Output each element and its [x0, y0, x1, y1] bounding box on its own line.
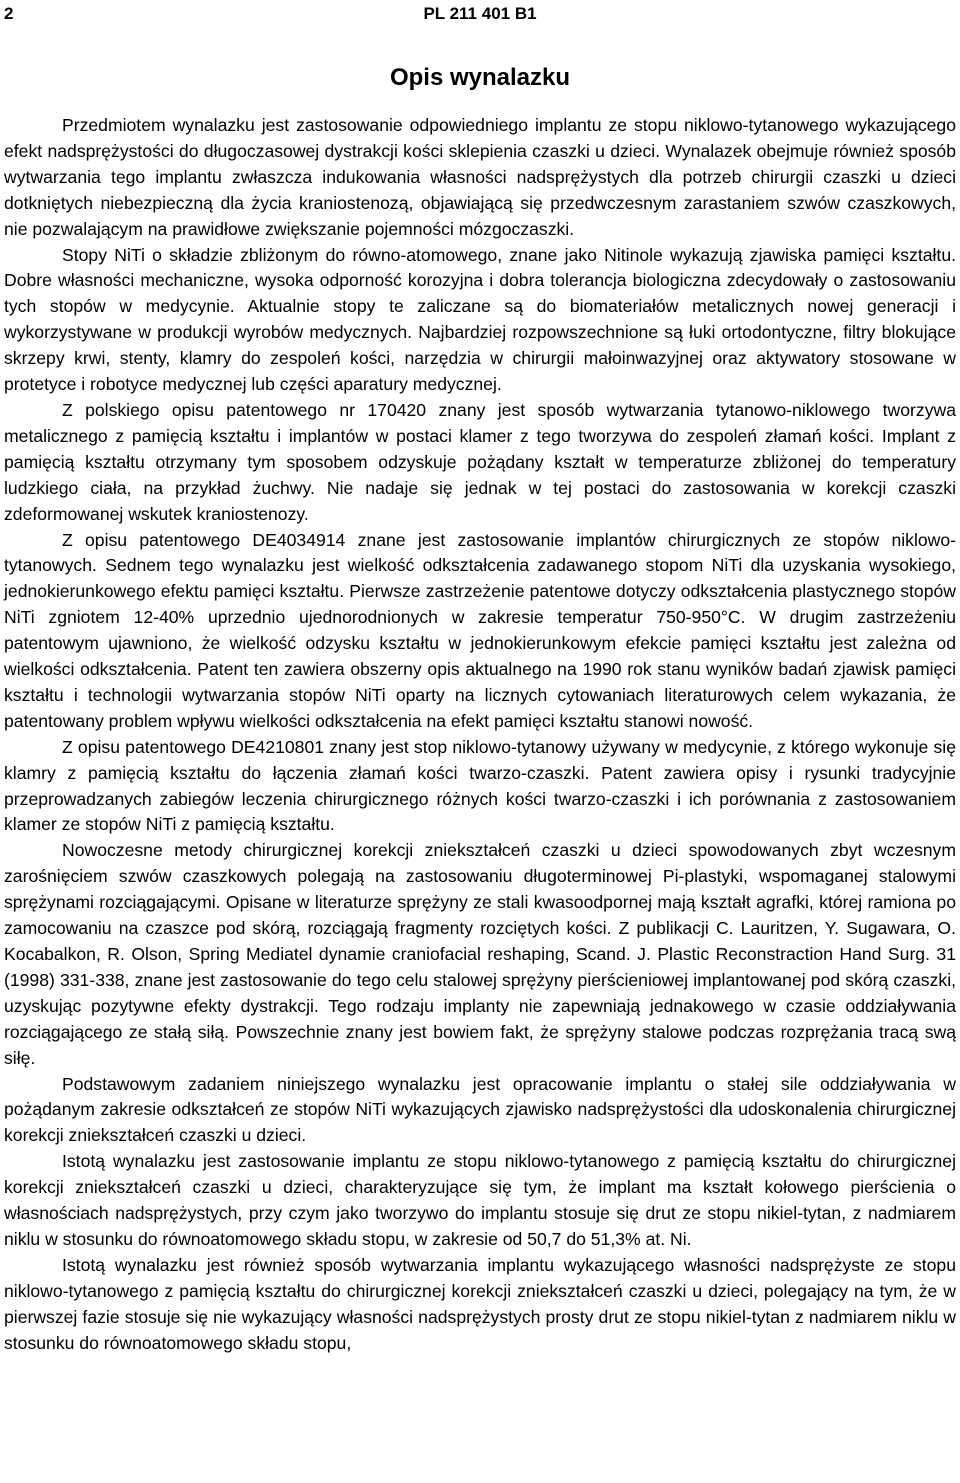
document-body — [4, 113, 956, 1357]
paragraph-main-task: Podstawowym zadaniem niniejszego wynalazku jest opracowanie implantu o stałej sile oddziaływania w pożądanym zakresie odkształceń ze stopów NiTi wykazujących zjawisko nadsprężystości dla udoskonalenia chirurgicznej korekcji zniekształceń czaszki u dzieci. — [4, 1073, 956, 1146]
document-title: Opis wynalazku — [389, 64, 571, 91]
paragraph-niti-alloys: Stopy NiTi o składzie zbliżonym do równo-atomowego, znane jako Nitinole wykazują zjawiska pamięci kształtu. Dobre własności mechaniczne, wysoka odporność korozyjna i dobra tolerancja biologiczna zdecydowały o zastosowaniu tych stopów w medycynie. Aktualnie stopy te zaliczane są do biomateriałów metalicznych nowej generacji i wykorzystywane w produkcji wyrobów medycznych. Najbardziej rozpowszechnione są łuki ortodontyczne, filtry blokujące skrzepy krwi, stenty, klamry do zespoleń kości, narzędzia w chirurgii małoinwazyjnej oraz aktywatory stosowane w protetyce i robotyce medycznej lub części aparatury medycznej. — [4, 244, 956, 395]
paragraph-de4210801: Z opisu patentowego DE4210801 znany jest stop niklowo-tytanowy używany w medycynie, z którego wykonuje się klamry z pamięcią kształtu do łączenia złamań kości twarzo-czaszki. Patent zawiera opisy i rysunki tradycyjnie przeprowadzanych zabiegów leczenia chirurgicznego różnych kości twarzo-czaszki i ich porównania z zastosowaniem klamer ze stopów NiTi z pamięcią kształtu. — [4, 736, 956, 835]
paragraph-subject: Przedmiotem wynalazku jest zastosowanie odpowiedniego implantu ze stopu niklowo-tytanowego wykazującego efekt nadsprężystości do długoczasowej dystrakcji kości sklepienia czaszki u dzieci. Wynalazek obejmuje również sposób wytwarzania tego implantu zwłaszcza indukowania własności nadsprężystych dla potrzeb chirurgii czaszki u dzieci dotkniętych niebezpieczną dla życia kraniostenozą, objawiającą się przedwczesnym zarastaniem szwów czaszkowych, nie pozwalającym na prawidłowe zwiększanie pojemności mózgoczaszki. — [4, 115, 956, 239]
patent-number: PL 211 401 B1 — [423, 4, 537, 23]
paragraph-modern-methods: Nowoczesne metody chirurgicznej korekcji zniekształceń czaszki u dzieci spowodowanych zbyt wczesnym zarośnięciem szwów czaszkowych polegają na zastosowaniu długoterminowej Pi-plastyki, wspomaganej stalowymi sprężynami rozciągającymi. Opisane w literaturze sprężyny ze stali kwasoodpornej mają kształt agrafki, której ramiona po zamocowaniu na czaszce pod skórą, rozciągają fragmenty rozciętych kości. Z publikacji C. Lauritzen, Y. Sugawara, O. Kocabalkon, R. Olson, Spring Mediatel dynamie craniofacial reshaping, Scand. J. Plastic Reconstraction Hand Surg. 31 (1998) 331-338, znane jest zastosowanie do tego celu stalowej sprężyny pierścieniowej implantowanej pod skórą czaszki, uzyskując pozytywne efekty dystrakcji. Tego rodzaju implanty nie zapewniają jednakowego w czasie oddziaływania rozciągającego ze stałą siłą. Powszechnie znany jest bowiem fakt, że sprężyny stalowe podczas rozprężania tracą swą siłę. — [4, 840, 956, 1068]
paragraph-de4034914: Z opisu patentowego DE4034914 znane jest zastosowanie implantów chirurgicznych ze stopów niklowo-tytanowych. Sednem tego wynalazku jest wielkość odkształcenia zadawanego stopom NiTi dla uzyskania wysokiego, jednokierunkowego efektu pamięci kształtu. Pierwsze zastrzeżenie patentowe dotyczy odkształcenia plastycznego stopów NiTi zgniotem 12-40% uprzednio ujednorodnionych w zakresie temperatur 750-950°C. W drugim zastrzeżeniu patentowym ujawniono, że wielkość odzysku kształtu w jednokierunkowym efekcie pamięci kształtu jest zależna od wielkości odkształcenia. Patent ten zawiera obszerny opis aktualnego na 1990 rok stanu wyników badań zjawisk pamięci kształtu i technologii wytwarzania stopów NiTi oparty na licznych cytowaniach literaturowych celem wykazania, że patentowany problem wpływu wielkości odkształcenia na efekt pamięci kształtu stanowi nowość. — [4, 529, 956, 731]
page-number: 2 — [4, 4, 14, 23]
paragraph-essence-use: Istotą wynalazku jest zastosowanie implantu ze stopu niklowo-tytanowego z pamięcią kształtu do chirurgicznej korekcji zniekształceń czaszki u dzieci, charakteryzujące się tym, że implant ma kształt kołowego pierścienia o własnościach nadsprężystych, przy czym jako tworzywo do implantu stosuje się drut ze stopu nikiel-tytan, z nadmiarem niklu w stosunku do równoatomowego składu stopu, w zakresie od 50,7 do 51,3% at. Ni. — [4, 1151, 956, 1249]
paragraph-essence-method: Istotą wynalazku jest również sposób wytwarzania implantu wykazującego własności nadsprężyste ze stopu niklowo-tytanowego z pamięcią kształtu do chirurgicznej korekcji zniekształceń czaszki u dzieci, polegający na tym, że w pierwszej fazie stosuje się nie wykazujący własności nadsprężystych prosty drut ze stopu nikiel-tytan z nadmiarem niklu w stosunku do równoatomowego składu stopu, — [4, 1254, 956, 1353]
paragraph-pl-patent: Z polskiego opisu patentowego nr 170420 znany jest sposób wytwarzania tytanowo-niklowego tworzywa metalicznego z pamięcią kształtu i implantów w postaci klamer z tego tworzywa do zespoleń złamań kości. Implant z pamięcią kształtu otrzymany tym sposobem odzyskuje pożądany kształt w temperaturze zbliżonej do temperatury ludzkiego ciała, na przykład żuchwy. Nie nadaje się jednak w tej postaci do zastosowania w korekcji czaszki zdeformowanej wskutek kraniostenozy. — [4, 399, 956, 524]
page-header — [4, 4, 956, 28]
